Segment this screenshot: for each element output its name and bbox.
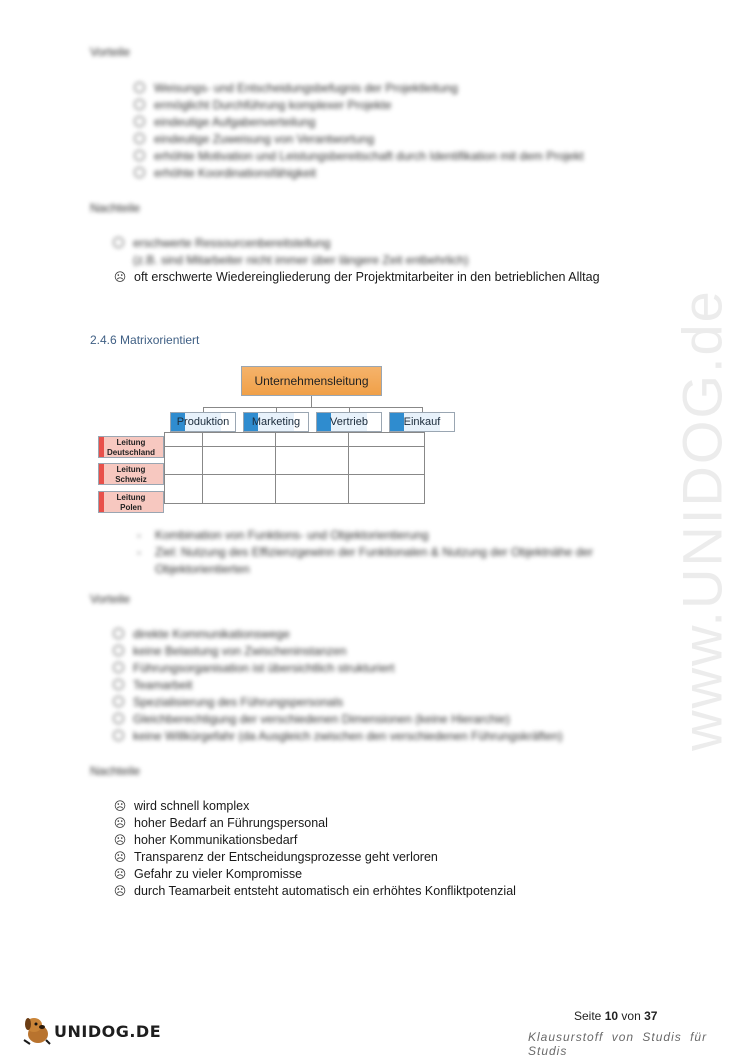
list-item: keine Willkürgefahr (da Ausgleich zwischen den verschiedenen Führungskräften) [113,728,563,745]
list-item: Gleichberechtigung der verschiedenen Dimensionen (keine Hierarchie) [113,711,563,728]
logo-text: UNIDOG.DE [54,1022,162,1041]
circle-bullet-icon [113,730,124,741]
matrix-diagram [96,364,462,516]
frown-icon: ☹ [113,816,127,830]
circle-bullet-icon [113,713,124,724]
pros-title-2: Vorteile [90,592,131,606]
matrix-grid [164,432,425,504]
cons-list-2 [113,798,516,900]
frown-icon: ☹ [113,884,127,898]
box-function-produktion: Produktion [170,412,236,432]
list-item: Objektorientierten [155,562,250,576]
circle-bullet-icon [113,696,124,707]
list-item: - Kombination von Funktions- und Objektorientierung [137,528,429,542]
list-item: Weisungs- und Entscheidungsbefugnis der Projektleitung [134,80,584,97]
page-number: Seite 10 von 37 [574,1009,658,1023]
footer-logo [22,1012,162,1048]
box-row-polen: Leitung Polen [98,491,164,513]
circle-bullet-icon [113,237,124,248]
box-function-marketing: Marketing [243,412,309,432]
list-item: Führungsorganisation ist übersichtlich strukturiert [113,660,563,677]
pros-title-1: Vorteile [90,45,131,59]
list-item: ☹ hoher Kommunikationsbedarf [113,833,298,847]
circle-bullet-icon [134,99,145,110]
watermark: www.UNIDOG.de [670,289,734,751]
circle-bullet-icon [134,150,145,161]
list-item: Teamarbeit [113,677,563,694]
circle-bullet-icon [134,133,145,144]
cons-visible-item-1: ☹ oft erschwerte Wiedereingliederung der Projektmitarbeiter in den betrieblichen Alltag [113,270,600,284]
dash-bullet-icon: - [137,528,141,542]
cons-title-1: Nachteile [90,201,141,215]
circle-bullet-icon [134,167,145,178]
tagline: Klausurstoff von Studis für Studis [528,1030,708,1058]
list-item: ☹ hoher Bedarf an Führungspersonal [113,816,328,830]
frown-icon: ☹ [113,850,127,864]
cons-title-2: Nachteile [90,764,141,778]
dog-icon [22,1014,52,1046]
dash-bullet-icon: - [137,545,141,559]
list-item: Spezialisierung des Führungspersonals [113,694,563,711]
list-item: ☹ Transparenz der Entscheidungsprozesse geht verloren [113,850,438,864]
frown-icon: ☹ [113,867,127,881]
list-item: (z.B. sind Mitarbeiter nicht immer über längere Zeit entbehrlich) [133,253,469,267]
circle-bullet-icon [113,679,124,690]
list-item: ☹ wird schnell komplex [113,799,250,813]
section-heading: 2.4.6 Matrixorientiert [90,333,200,347]
list-item: eindeutige Zuweisung von Verantwortung [134,131,584,148]
cons-blurred-list-1 [113,235,468,269]
circle-bullet-icon [134,82,145,93]
circle-bullet-icon [113,628,124,639]
list-item: erhöhte Motivation und Leistungsbereitschaft durch Identifikation mit dem Projekt [134,148,584,165]
list-item: direkte Kommunikationswege [113,626,563,643]
circle-bullet-icon [134,116,145,127]
box-unternehmensleitung: Unternehmensleitung [241,366,382,396]
circle-bullet-icon [113,662,124,673]
box-function-einkauf: Einkauf [389,412,455,432]
box-row-deutschland: Leitung Deutschland [98,436,164,458]
frown-icon: ☹ [113,799,127,813]
list-item: eindeutige Aufgabenverteilung [134,114,584,131]
frown-icon: ☹ [113,833,127,847]
circle-bullet-icon [113,645,124,656]
pros-list-1 [134,80,584,182]
list-item: ☹ durch Teamarbeit entsteht automatisch ein erhöhtes Konfliktpotenzial [113,884,516,898]
list-item: keine Belastung von Zwischeninstanzen [113,643,563,660]
list-item: ermöglicht Durchführung komplexer Projekte [134,97,584,114]
box-function-vertrieb: Vertrieb [316,412,382,432]
list-item: erschwerte Ressourcenbereitstellung [113,235,468,252]
box-row-schweiz: Leitung Schweiz [98,463,164,485]
list-item: erhöhte Koordinationsfähigkeit [134,165,584,182]
pros-list-2 [113,626,563,745]
list-item: - Ziel: Nutzung des Effizienzgewinn der Funktionalen & Nutzung der Objektnähe der [137,545,594,559]
list-item: ☹ Gefahr zu vieler Kompromisse [113,867,303,881]
frown-icon: ☹ [113,270,127,284]
notes-list [137,527,593,578]
